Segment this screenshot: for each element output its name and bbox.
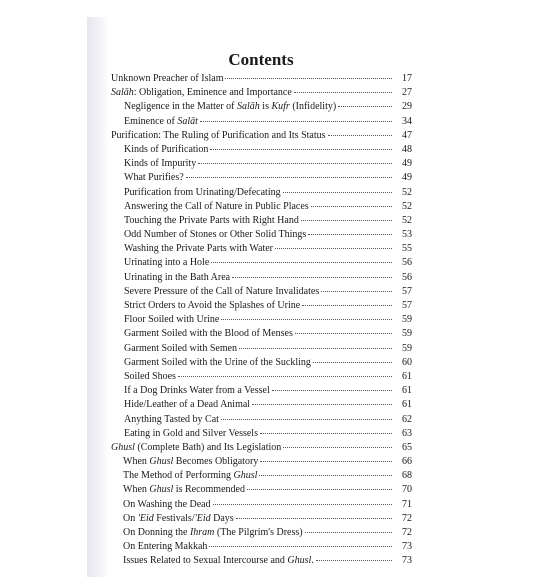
toc-entry-title: On 'Eid Festivals/'Eid Days	[111, 512, 235, 526]
toc-entry-title: Kinds of Impurity	[111, 157, 197, 171]
toc-entry	[111, 171, 412, 185]
dot-leader	[247, 489, 392, 490]
contents-list	[111, 72, 412, 569]
dot-leader	[316, 560, 392, 561]
toc-page-number: 71	[402, 498, 412, 510]
dot-leader	[260, 461, 392, 462]
toc-page-number: 70	[402, 484, 412, 496]
toc-entry-title: Eating in Gold and Silver Vessels	[111, 427, 259, 441]
toc-entry-title: Salāh: Obligation, Eminence and Importance	[111, 86, 293, 100]
dot-leader	[301, 220, 392, 221]
toc-entry	[111, 271, 412, 285]
toc-page-number: 61	[402, 385, 412, 397]
toc-page-number: 63	[402, 427, 412, 439]
toc-entry	[111, 285, 412, 299]
toc-entry	[111, 143, 412, 157]
dot-leader	[198, 163, 392, 164]
toc-entry	[111, 455, 412, 469]
toc-page-number: 29	[402, 101, 412, 113]
dot-leader	[178, 376, 392, 377]
toc-entry-title: Unknown Preacher of Islam	[111, 72, 224, 86]
toc-page-number: 49	[402, 158, 412, 170]
dot-leader	[275, 248, 392, 249]
dot-leader	[294, 92, 392, 93]
toc-page-number: 59	[402, 328, 412, 340]
dot-leader	[305, 532, 392, 533]
toc-entry-title: If a Dog Drinks Water from a Vessel	[111, 384, 271, 398]
toc-page-number: 56	[402, 271, 412, 283]
toc-page-number: 34	[402, 115, 412, 127]
toc-entry-title: On Donning the Ihram (The Pilgrim's Dress)	[111, 526, 304, 540]
toc-entry	[111, 540, 412, 554]
toc-entry	[111, 242, 412, 256]
dot-leader	[209, 546, 392, 547]
toc-entry-title: Eminence of Salāt	[111, 115, 199, 129]
toc-entry-title: Severe Pressure of the Call of Nature Invalidates	[111, 285, 320, 299]
toc-page-number: 68	[402, 470, 412, 482]
toc-page-number: 72	[402, 512, 412, 524]
toc-entry-title: Urinating into a Hole	[111, 256, 210, 270]
toc-page-number: 61	[402, 370, 412, 382]
dot-leader	[200, 121, 392, 122]
toc-page-number: 57	[402, 300, 412, 311]
toc-entry	[111, 186, 412, 200]
toc-entry	[111, 72, 412, 86]
toc-entry	[111, 483, 412, 497]
toc-entry-title: What Purifies?	[111, 171, 185, 185]
toc-page-number: 65	[402, 441, 412, 453]
toc-entry	[111, 342, 412, 356]
toc-entry	[111, 228, 412, 242]
dot-leader	[259, 475, 392, 476]
toc-entry-title: Strict Orders to Avoid the Splashes of Urine	[111, 299, 301, 313]
toc-entry-title: Purification from Urinating/Defecating	[111, 186, 282, 200]
dot-leader	[321, 291, 392, 292]
toc-page-number: 56	[402, 257, 412, 269]
toc-entry-title: Urinating in the Bath Area	[111, 271, 231, 285]
toc-entry	[111, 413, 412, 427]
dot-leader	[260, 433, 392, 434]
toc-entry	[111, 115, 412, 129]
toc-entry	[111, 526, 412, 540]
toc-entry	[111, 512, 412, 526]
toc-entry	[111, 384, 412, 398]
dot-leader	[308, 234, 392, 235]
dot-leader	[338, 106, 392, 107]
toc-page-number: 59	[402, 342, 412, 354]
dot-leader	[221, 419, 392, 420]
toc-entry	[111, 441, 412, 455]
toc-entry	[111, 427, 412, 441]
toc-page-number: 72	[402, 527, 412, 538]
dot-leader	[239, 348, 392, 349]
toc-entry	[111, 299, 412, 313]
toc-entry-title: Anything Tasted by Cat	[111, 413, 220, 427]
dot-leader	[295, 333, 392, 334]
dot-leader	[272, 390, 392, 391]
toc-page-number: 66	[402, 456, 412, 468]
toc-page-number: 52	[402, 214, 412, 226]
dot-leader	[252, 404, 392, 405]
toc-entry	[111, 370, 412, 384]
toc-entry-title: On Washing the Dead	[111, 498, 212, 512]
dot-leader	[283, 447, 392, 448]
toc-entry	[111, 554, 412, 568]
toc-entry	[111, 256, 412, 270]
toc-entry-title: When Ghusl is Recommended	[111, 483, 246, 497]
toc-page-number: 60	[402, 356, 412, 368]
dot-leader	[225, 78, 392, 79]
toc-entry	[111, 469, 412, 483]
toc-page-number: 27	[402, 87, 412, 99]
toc-page-number: 53	[402, 229, 412, 241]
toc-page-number: 17	[402, 73, 412, 84]
toc-entry-title: Purification: The Ruling of Purification and Its Status	[111, 129, 327, 143]
toc-entry-title: Touching the Private Parts with Right Hand	[111, 214, 300, 228]
toc-page-number: 73	[402, 541, 412, 553]
toc-entry	[111, 327, 412, 341]
toc-entry-title: Kinds of Purification	[111, 143, 209, 157]
toc-entry-title: Issues Related to Sexual Intercourse and Ghusl.	[111, 554, 315, 568]
toc-entry-title: Answering the Call of Nature in Public Places	[111, 200, 310, 214]
dot-leader	[302, 305, 392, 306]
dot-leader	[311, 206, 392, 207]
dot-leader	[313, 362, 392, 363]
toc-entry-title: Garment Soiled with Semen	[111, 342, 238, 356]
toc-page-number: 59	[402, 314, 412, 326]
toc-entry	[111, 313, 412, 327]
toc-entry	[111, 498, 412, 512]
toc-entry	[111, 214, 412, 228]
dot-leader	[283, 192, 392, 193]
page-binding-shadow	[87, 17, 109, 577]
dot-leader	[236, 518, 392, 519]
toc-page-number: 61	[402, 399, 412, 411]
toc-page-number: 55	[402, 243, 412, 255]
dot-leader	[211, 262, 392, 263]
toc-page-number: 48	[402, 143, 412, 155]
toc-entry	[111, 100, 412, 114]
toc-entry	[111, 398, 412, 412]
dot-leader	[328, 135, 392, 136]
toc-entry-title: Negligence in the Matter of Salāh is Kufr (Infidelity)	[111, 100, 337, 114]
toc-entry	[111, 129, 412, 143]
toc-entry	[111, 157, 412, 171]
toc-entry-title: Soiled Shoes	[111, 370, 177, 384]
toc-entry-title: Washing the Private Parts with Water	[111, 242, 274, 256]
toc-page-number: 62	[402, 413, 412, 425]
dot-leader	[213, 504, 392, 505]
toc-entry	[111, 200, 412, 214]
dot-leader	[186, 177, 392, 178]
toc-page-number: 73	[402, 555, 412, 567]
toc-entry-title: On Entering Makkah	[111, 540, 208, 554]
toc-entry-title: Ghusl (Complete Bath) and Its Legislation	[111, 441, 282, 455]
toc-page-number: 52	[402, 186, 412, 198]
toc-entry-title: Garment Soiled with the Blood of Menses	[111, 327, 294, 341]
toc-entry	[111, 356, 412, 370]
toc-page-number: 57	[402, 285, 412, 297]
dot-leader	[221, 319, 392, 320]
toc-entry-title: Garment Soiled with the Urine of the Suckling	[111, 356, 312, 370]
toc-page-number: 47	[402, 129, 412, 141]
page-title: Contents	[228, 50, 294, 69]
toc-entry-title: The Method of Performing Ghusl	[111, 469, 258, 483]
toc-page-number: 52	[402, 200, 412, 212]
toc-entry-title: Floor Soiled with Urine	[111, 313, 220, 327]
dot-leader	[232, 277, 392, 278]
toc-entry-title: Odd Number of Stones or Other Solid Things	[111, 228, 307, 242]
toc-entry	[111, 86, 412, 100]
toc-entry-title: When Ghusl Becomes Obligatory	[111, 455, 259, 469]
toc-page-number: 49	[402, 172, 412, 184]
toc-entry-title: Hide/Leather of a Dead Animal	[111, 398, 251, 412]
dot-leader	[210, 149, 392, 150]
